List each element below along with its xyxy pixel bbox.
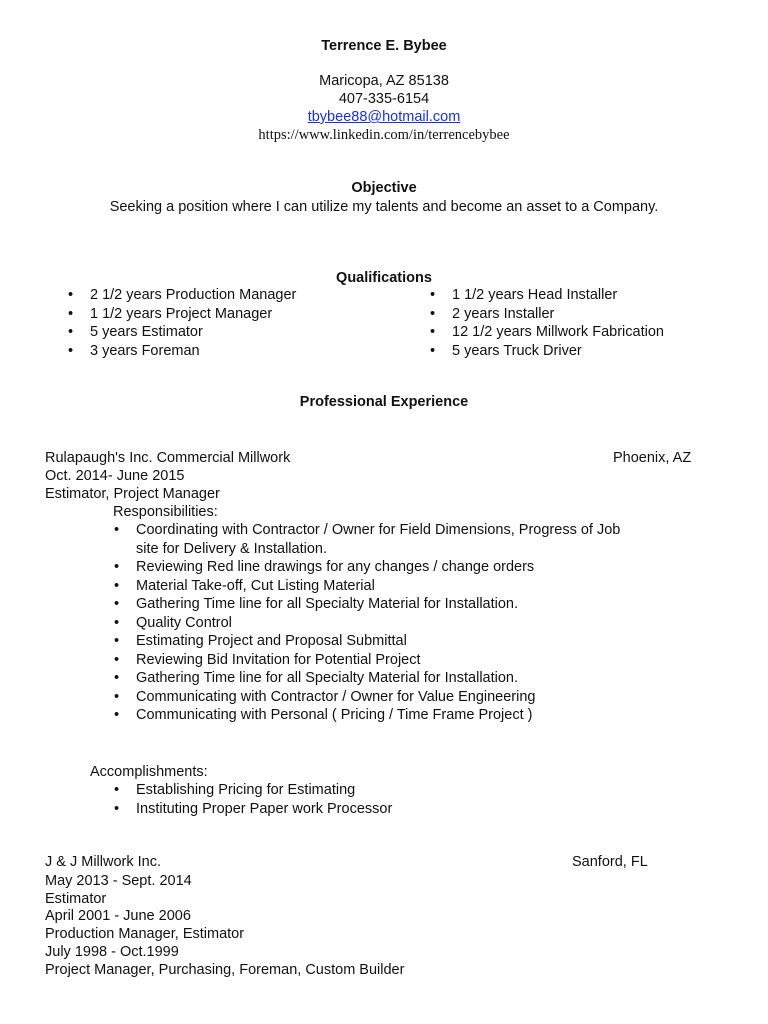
experience-heading: Professional Experience bbox=[299, 394, 469, 410]
job2-entry: May 2013 - Sept. 2014 bbox=[45, 873, 192, 889]
list-item: • Establishing Pricing for Estimating bbox=[136, 781, 392, 800]
list-item: • 1 1/2 years Project Manager bbox=[90, 305, 296, 324]
list-item: • 5 years Estimator bbox=[90, 323, 296, 342]
job1-title: Estimator, Project Manager bbox=[45, 486, 220, 502]
list-item: • 1 1/2 years Head Installer bbox=[452, 286, 664, 305]
objective-heading: Objective bbox=[351, 180, 417, 196]
list-item: • Gathering Time line for all Specialty Material for Installation. bbox=[136, 669, 626, 688]
email-link[interactable]: tbybee88@hotmail.com bbox=[307, 109, 461, 125]
job2-company: J & J Millwork Inc. bbox=[45, 854, 162, 870]
list-item: • 5 years Truck Driver bbox=[452, 342, 664, 361]
job2-entry: Production Manager, Estimator bbox=[45, 926, 245, 942]
list-item: • 12 1/2 years Millwork Fabrication bbox=[452, 323, 664, 342]
list-item: • Communicating with Contractor / Owner for Value Engineering bbox=[136, 688, 626, 707]
list-item: • Reviewing Bid Invitation for Potential Project bbox=[136, 651, 626, 670]
job1-dates: Oct. 2014- June 2015 bbox=[45, 468, 185, 484]
list-item: • 2 years Installer bbox=[452, 305, 664, 324]
qualifications-right-list bbox=[452, 286, 664, 360]
job1-accomplishments-label: Accomplishments: bbox=[90, 764, 208, 780]
list-item: • Coordinating with Contractor / Owner for Field Dimensions, Progress of Job site for Delivery & Installation. bbox=[136, 521, 626, 558]
list-item: • 2 1/2 years Production Manager bbox=[90, 286, 296, 305]
qualifications-left-list bbox=[90, 286, 296, 360]
list-item: • Reviewing Red line drawings for any changes / change orders bbox=[136, 558, 626, 577]
job1-accomplishments-list bbox=[136, 781, 392, 818]
job1-company: Rulapaugh's Inc. Commercial Millwork bbox=[45, 450, 291, 466]
email-container bbox=[0, 108, 768, 126]
list-item: • Instituting Proper Paper work Processor bbox=[136, 800, 392, 819]
phone: 407-335-6154 bbox=[338, 91, 430, 107]
job1-responsibilities-label: Responsibilities: bbox=[113, 504, 218, 520]
list-item: • Communicating with Personal ( Pricing / Time Frame Project ) bbox=[136, 706, 626, 725]
job2-entry: April 2001 - June 2006 bbox=[45, 908, 191, 924]
candidate-name: Terrence E. Bybee bbox=[321, 38, 447, 54]
job1-location: Phoenix, AZ bbox=[613, 450, 692, 466]
job1-responsibilities-list bbox=[136, 521, 626, 725]
objective-text: Seeking a position where I can utilize my talents and become an asset to a Company. bbox=[109, 199, 659, 215]
list-item: • Quality Control bbox=[136, 614, 626, 633]
job2-entry: Project Manager, Purchasing, Foreman, Custom Builder bbox=[45, 962, 405, 978]
list-item: • Gathering Time line for all Specialty Material for Installation. bbox=[136, 595, 626, 614]
linkedin-url: https://www.linkedin.com/in/terrencebybee bbox=[258, 127, 510, 143]
qualifications-heading: Qualifications bbox=[336, 270, 432, 286]
list-item: • Estimating Project and Proposal Submittal bbox=[136, 632, 626, 651]
job2-entry: July 1998 - Oct.1999 bbox=[45, 944, 179, 960]
list-item: • Material Take-off, Cut Listing Material bbox=[136, 577, 626, 596]
job2-location: Sanford, FL bbox=[572, 854, 648, 870]
address: Maricopa, AZ 85138 bbox=[319, 73, 449, 89]
list-item: • 3 years Foreman bbox=[90, 342, 296, 361]
job2-entry: Estimator bbox=[45, 891, 107, 907]
